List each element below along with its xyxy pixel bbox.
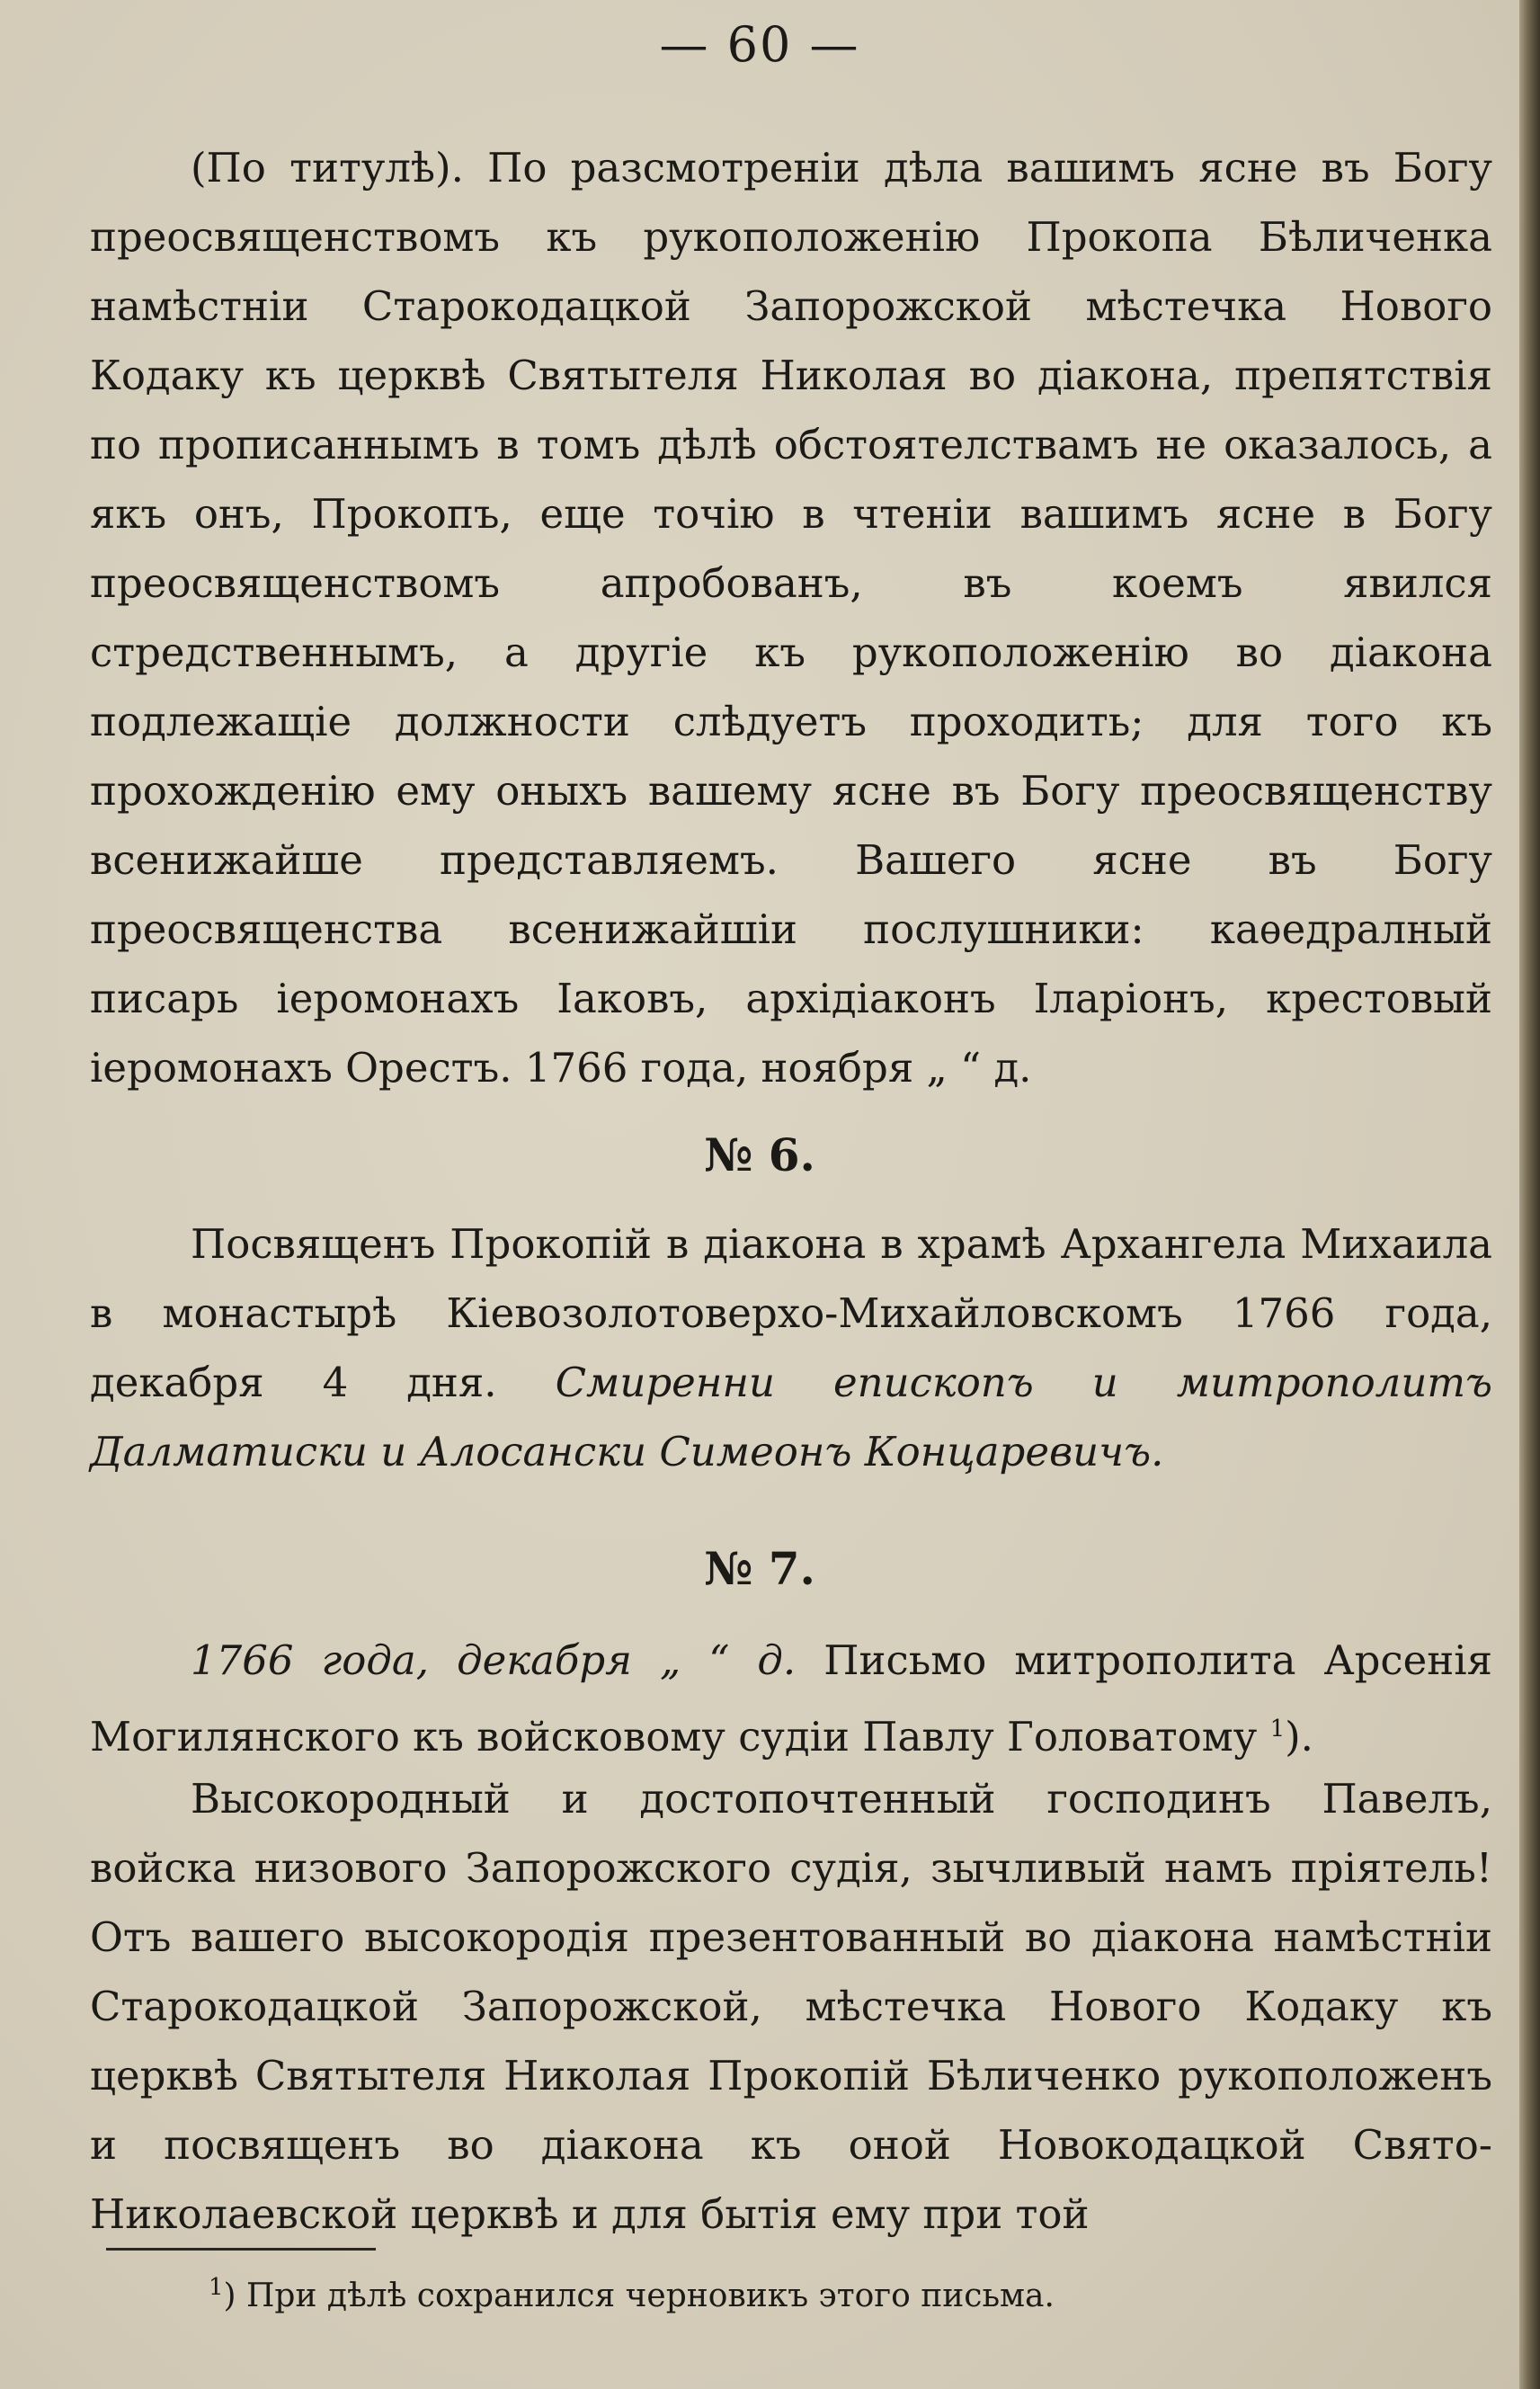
heading-no-7: № 7. bbox=[704, 1542, 815, 1595]
footnote-divider bbox=[106, 2248, 376, 2251]
ordination-signature: Смиренни епископъ и митрополитъ Далматиски и Алосански Симеонъ Концаревичъ. bbox=[90, 1359, 1492, 1475]
paragraph-ordination bbox=[90, 1209, 1492, 1486]
page-edge-shadow bbox=[1519, 0, 1540, 2389]
letter-title-end: ). bbox=[1285, 1713, 1313, 1761]
footnote-mark: 1 bbox=[209, 2274, 224, 2301]
ordination-text: Посвященъ Прокопiй в дiакона в храмѣ Архангела Михаила в монастырѣ Кiевозолотоверхо-Михайловскомъ 1766 года, декабря 4 дня. bbox=[90, 1220, 1492, 1406]
paragraph-letter-body: Высокородный и достопочтенный господинъ Павелъ, войска низового Запорожского судiя, зычливый намъ прiятель! Отъ вашего высокородiя презентованный во дiакона намѣстнiи Старокодацкой Запорожской, мѣстечка Нового Кодаку къ церквѣ Святытеля Николая Прокопiй Бѣличенко рукоположенъ и посвященъ во дiакона къ оной Новокодацкой Свято-Николаевской церквѣ и для бытiя ему при той bbox=[90, 1775, 1492, 2238]
letter-title: Письмо митрополита Арсенiя Могилянского къ войсковому судiи Павлу Головатому bbox=[90, 1636, 1493, 1761]
page-number: — 60 — bbox=[659, 16, 860, 73]
footnote bbox=[209, 2266, 1055, 2318]
heading-no-6: № 6. bbox=[704, 1128, 815, 1181]
letter-date: 1766 года, декабря „ “ д. bbox=[191, 1636, 797, 1684]
paragraph-petition: (По титулѣ). По разсмотренiи дѣла вашимъ ясне въ Богу преосвященствомъ къ рукоположенiю Прокопа Бѣличенка намѣстнiи Старокодацкой Запорожской мѣстечка Нового Кодаку къ церквѣ Святытеля Николая во дiакона, препятствiя по прописаннымъ в томъ дѣлѣ обстоятелствамъ не оказалось, а якъ онъ, Прокопъ, еще точiю в чтенiи вашимъ ясне в Богу преосвященствомъ апробованъ, въ коемъ явился стредственнымъ, а другiе къ рукоположенiю во дiакона подлежащiе должности слѣдуетъ проходить; для того къ прохожденiю ему оныхъ вашему ясне въ Богу преосвященству всенижайше представляемъ. Вашего ясне въ Богу преосвященства всенижайшiи послушники: каѳедралный писарь iеромонахъ Iаковъ, архiдiаконъ Iларiонъ, крестовый iеромонахъ Орестъ. 1766 года, ноября „ “ д. bbox=[90, 144, 1492, 1092]
paragraph-letter-intro bbox=[90, 1626, 1492, 1771]
footnote-text: ) При дѣлѣ сохранился черновикъ этого письма. bbox=[223, 2278, 1055, 2314]
footnote-reference: 1 bbox=[1269, 1716, 1286, 1743]
